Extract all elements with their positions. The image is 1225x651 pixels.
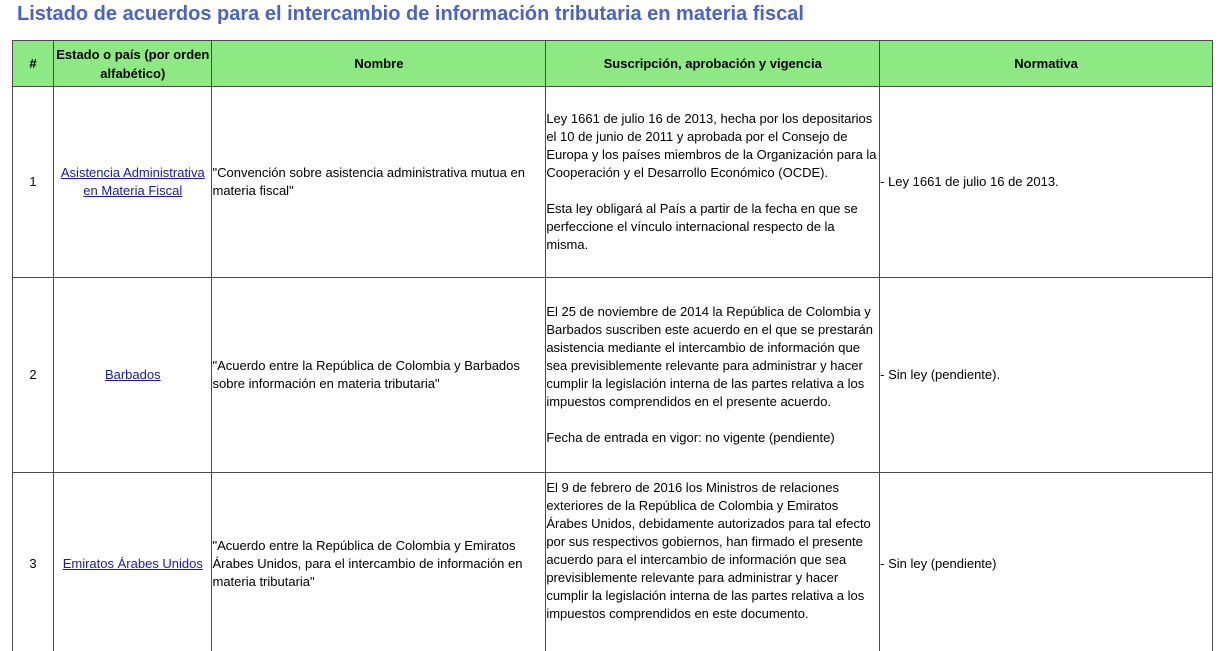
subscription-cell bbox=[546, 278, 880, 473]
subscription-text: Ley 1661 de julio 16 de 2013, hecha por los depositarios el 10 de junio de 2011 y aprobada por el Consejo de Europa y los países miembros de la Organización para la Cooperación y el Desarrollo Económico (OCDE). bbox=[546, 111, 877, 180]
country-link-wrap bbox=[54, 473, 211, 573]
subscription-text: Esta ley obligará al País a partir de la fecha en que se perfeccione el vínculo internacional respecto de la misma. bbox=[546, 201, 858, 252]
table-row bbox=[13, 473, 1213, 651]
header-number: # bbox=[13, 41, 54, 87]
header-name: Nombre bbox=[212, 41, 546, 87]
normative-text: - Sin ley (pendiente) bbox=[880, 556, 997, 571]
table-row bbox=[13, 87, 1213, 278]
agreements-table bbox=[12, 40, 1213, 651]
paragraph-gap bbox=[546, 411, 879, 429]
table-row bbox=[13, 278, 1213, 473]
subscription-cell bbox=[546, 87, 880, 278]
country-cell bbox=[54, 278, 212, 473]
normative-cell: - Ley 1661 de julio 16 de 2013. bbox=[880, 87, 1213, 278]
normative-cell bbox=[880, 473, 1213, 651]
agreement-name: "Acuerdo entre la República de Colombia y Barbados sobre información en materia tributaria" bbox=[212, 278, 546, 473]
subscription-text: El 25 de noviembre de 2014 la República de Colombia y Barbados suscriben este acuerdo en el que se prestarán asistencia mediante el intercambio de información que sea previsiblemente relevante para administrar y hacer cumplir la legislación interna de las partes relativa a los impuestos comprendidos en el presente acuerdo. bbox=[546, 304, 873, 409]
header-normative: Normativa bbox=[880, 41, 1213, 87]
row-number: 1 bbox=[13, 87, 54, 278]
page-title: Listado de acuerdos para el intercambio de información tributaria en materia fiscal bbox=[17, 3, 804, 25]
country-link-barbados[interactable]: Barbados bbox=[104, 367, 161, 382]
table-header bbox=[13, 41, 1213, 87]
header-country: Estado o país (por orden alfabético) bbox=[54, 41, 212, 87]
country-link-emiratos[interactable]: Emiratos Árabes Unidos bbox=[62, 556, 203, 571]
row-number-text: 3 bbox=[29, 556, 37, 571]
subscription-text: Fecha de entrada en vigor: no vigente (pendiente) bbox=[546, 430, 835, 445]
country-link-asistencia[interactable]: Asistencia Administrativa en Materia Fiscal bbox=[60, 165, 205, 198]
agreement-name-text: "Acuerdo entre la República de Colombia y Emiratos Árabes Unidos, para el intercambio de información en materia tributaria" bbox=[212, 538, 523, 589]
agreement-name bbox=[212, 473, 546, 651]
normative-cell: - Sin ley (pendiente). bbox=[880, 278, 1213, 473]
agreement-name: "Convención sobre asistencia administrativa mutua en materia fiscal" bbox=[212, 87, 546, 278]
paragraph-gap bbox=[546, 182, 879, 200]
row-number: 2 bbox=[13, 278, 54, 473]
country-cell bbox=[54, 473, 212, 651]
subscription-cell bbox=[546, 473, 880, 651]
header-row bbox=[13, 41, 1213, 87]
country-cell bbox=[54, 87, 212, 278]
header-subscription: Suscripción, aprobación y vigencia bbox=[546, 41, 880, 87]
row-number bbox=[13, 473, 54, 651]
subscription-text: El 9 de febrero de 2016 los Ministros de relaciones exteriores de la República de Colombia y Emiratos Árabes Unidos, debidamente autorizados para tal efecto por sus respectivos gobiernos, han firmado el presente acuerdo para el intercambio de información que sea previsiblemente relevante para administrar y hacer cumplir la legislación interna de las partes relativa a los impuestos comprendidos en este documento. bbox=[546, 480, 871, 621]
